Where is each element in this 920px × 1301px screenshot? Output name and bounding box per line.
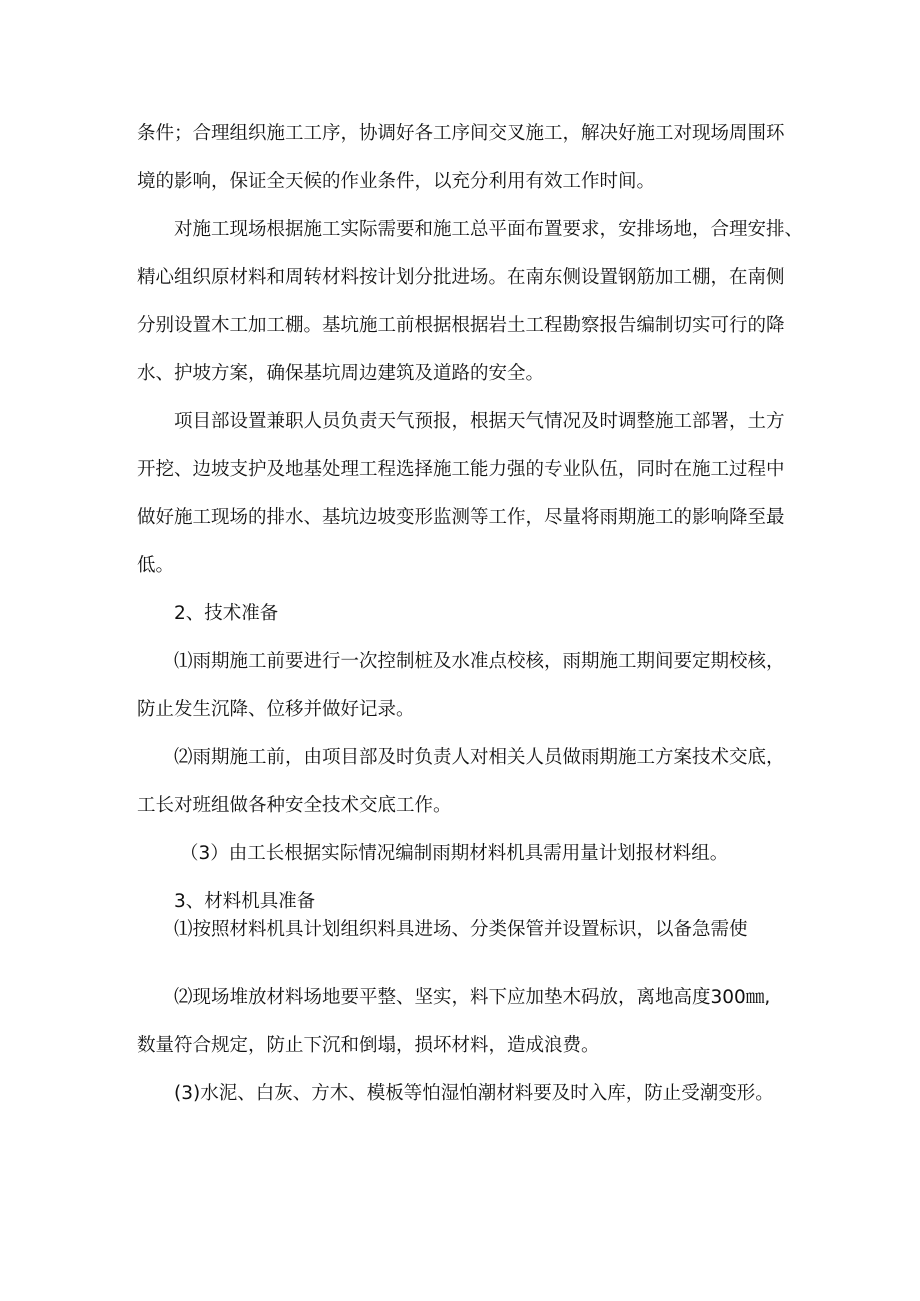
paragraph-3-line-4: 低。: [137, 555, 175, 576]
technical-item-1-line-2: 防止发生沉降、位移并做好记录。: [137, 699, 415, 720]
paragraph-3-line-3: 做好施工现场的排水、基坑边坡变形监测等工作，尽量将雨期施工的影响降至最: [137, 507, 785, 528]
technical-item-2-line-1: ⑵雨期施工前，由项目部及时负责人对相关人员做雨期施工方案技术交底，: [174, 747, 785, 768]
paragraph-2-line-1: 对施工现场根据施工实际需要和施工总平面布置要求，安排场地，合理安排、: [174, 219, 804, 240]
paragraph-2-line-3: 分别设置木工加工棚。基坑施工前根据根据岩土工程勘察报告编制切实可行的降: [137, 315, 785, 336]
materials-item-3: (3)水泥、白灰、方木、模板等怕湿怕潮材料要及时入库，防止受潮变形。: [174, 1083, 774, 1104]
paragraph-2-line-4: 水、护坡方案，确保基坑周边建筑及道路的安全。: [137, 363, 545, 384]
section-heading-materials-preparation: 3、材料机具准备: [174, 891, 316, 912]
paragraph-1-line-2: 境的影响，保证全天候的作业条件，以充分利用有效工作时间。: [137, 171, 656, 192]
materials-item-2-line-1: ⑵现场堆放材料场地要平整、坚实，料下应加垫木码放，离地高度300㎜,: [174, 987, 771, 1008]
materials-item-2-line-2: 数量符合规定，防止下沉和倒塌，损坏材料，造成浪费。: [137, 1035, 600, 1056]
technical-item-3: （3）由工长根据实际情况编制雨期材料机具需用量计划报材料组。: [180, 843, 729, 864]
materials-item-1: ⑴按照材料机具计划组织料具进场、分类保管并设置标识，以备急需使: [174, 919, 748, 940]
section-heading-technical-preparation: 2、技术准备: [174, 603, 279, 624]
paragraph-3-line-2: 开挖、边坡支护及地基处理工程选择施工能力强的专业队伍，同时在施工过程中: [137, 459, 785, 480]
paragraph-2-line-2: 精心组织原材料和周转材料按计划分批进场。在南东侧设置钢筋加工棚，在南侧: [137, 267, 785, 288]
paragraph-3-line-1: 项目部设置兼职人员负责天气预报，根据天气情况及时调整施工部署，土方: [174, 411, 785, 432]
technical-item-2-line-2: 工长对班组做各种安全技术交底工作。: [137, 795, 452, 816]
paragraph-1-line-1: 条件；合理组织施工工序，协调好各工序间交叉施工，解决好施工对现场周围环: [137, 123, 785, 144]
technical-item-1-line-1: ⑴雨期施工前要进行一次控制桩及水准点校核，雨期施工期间要定期校核，: [174, 651, 785, 672]
